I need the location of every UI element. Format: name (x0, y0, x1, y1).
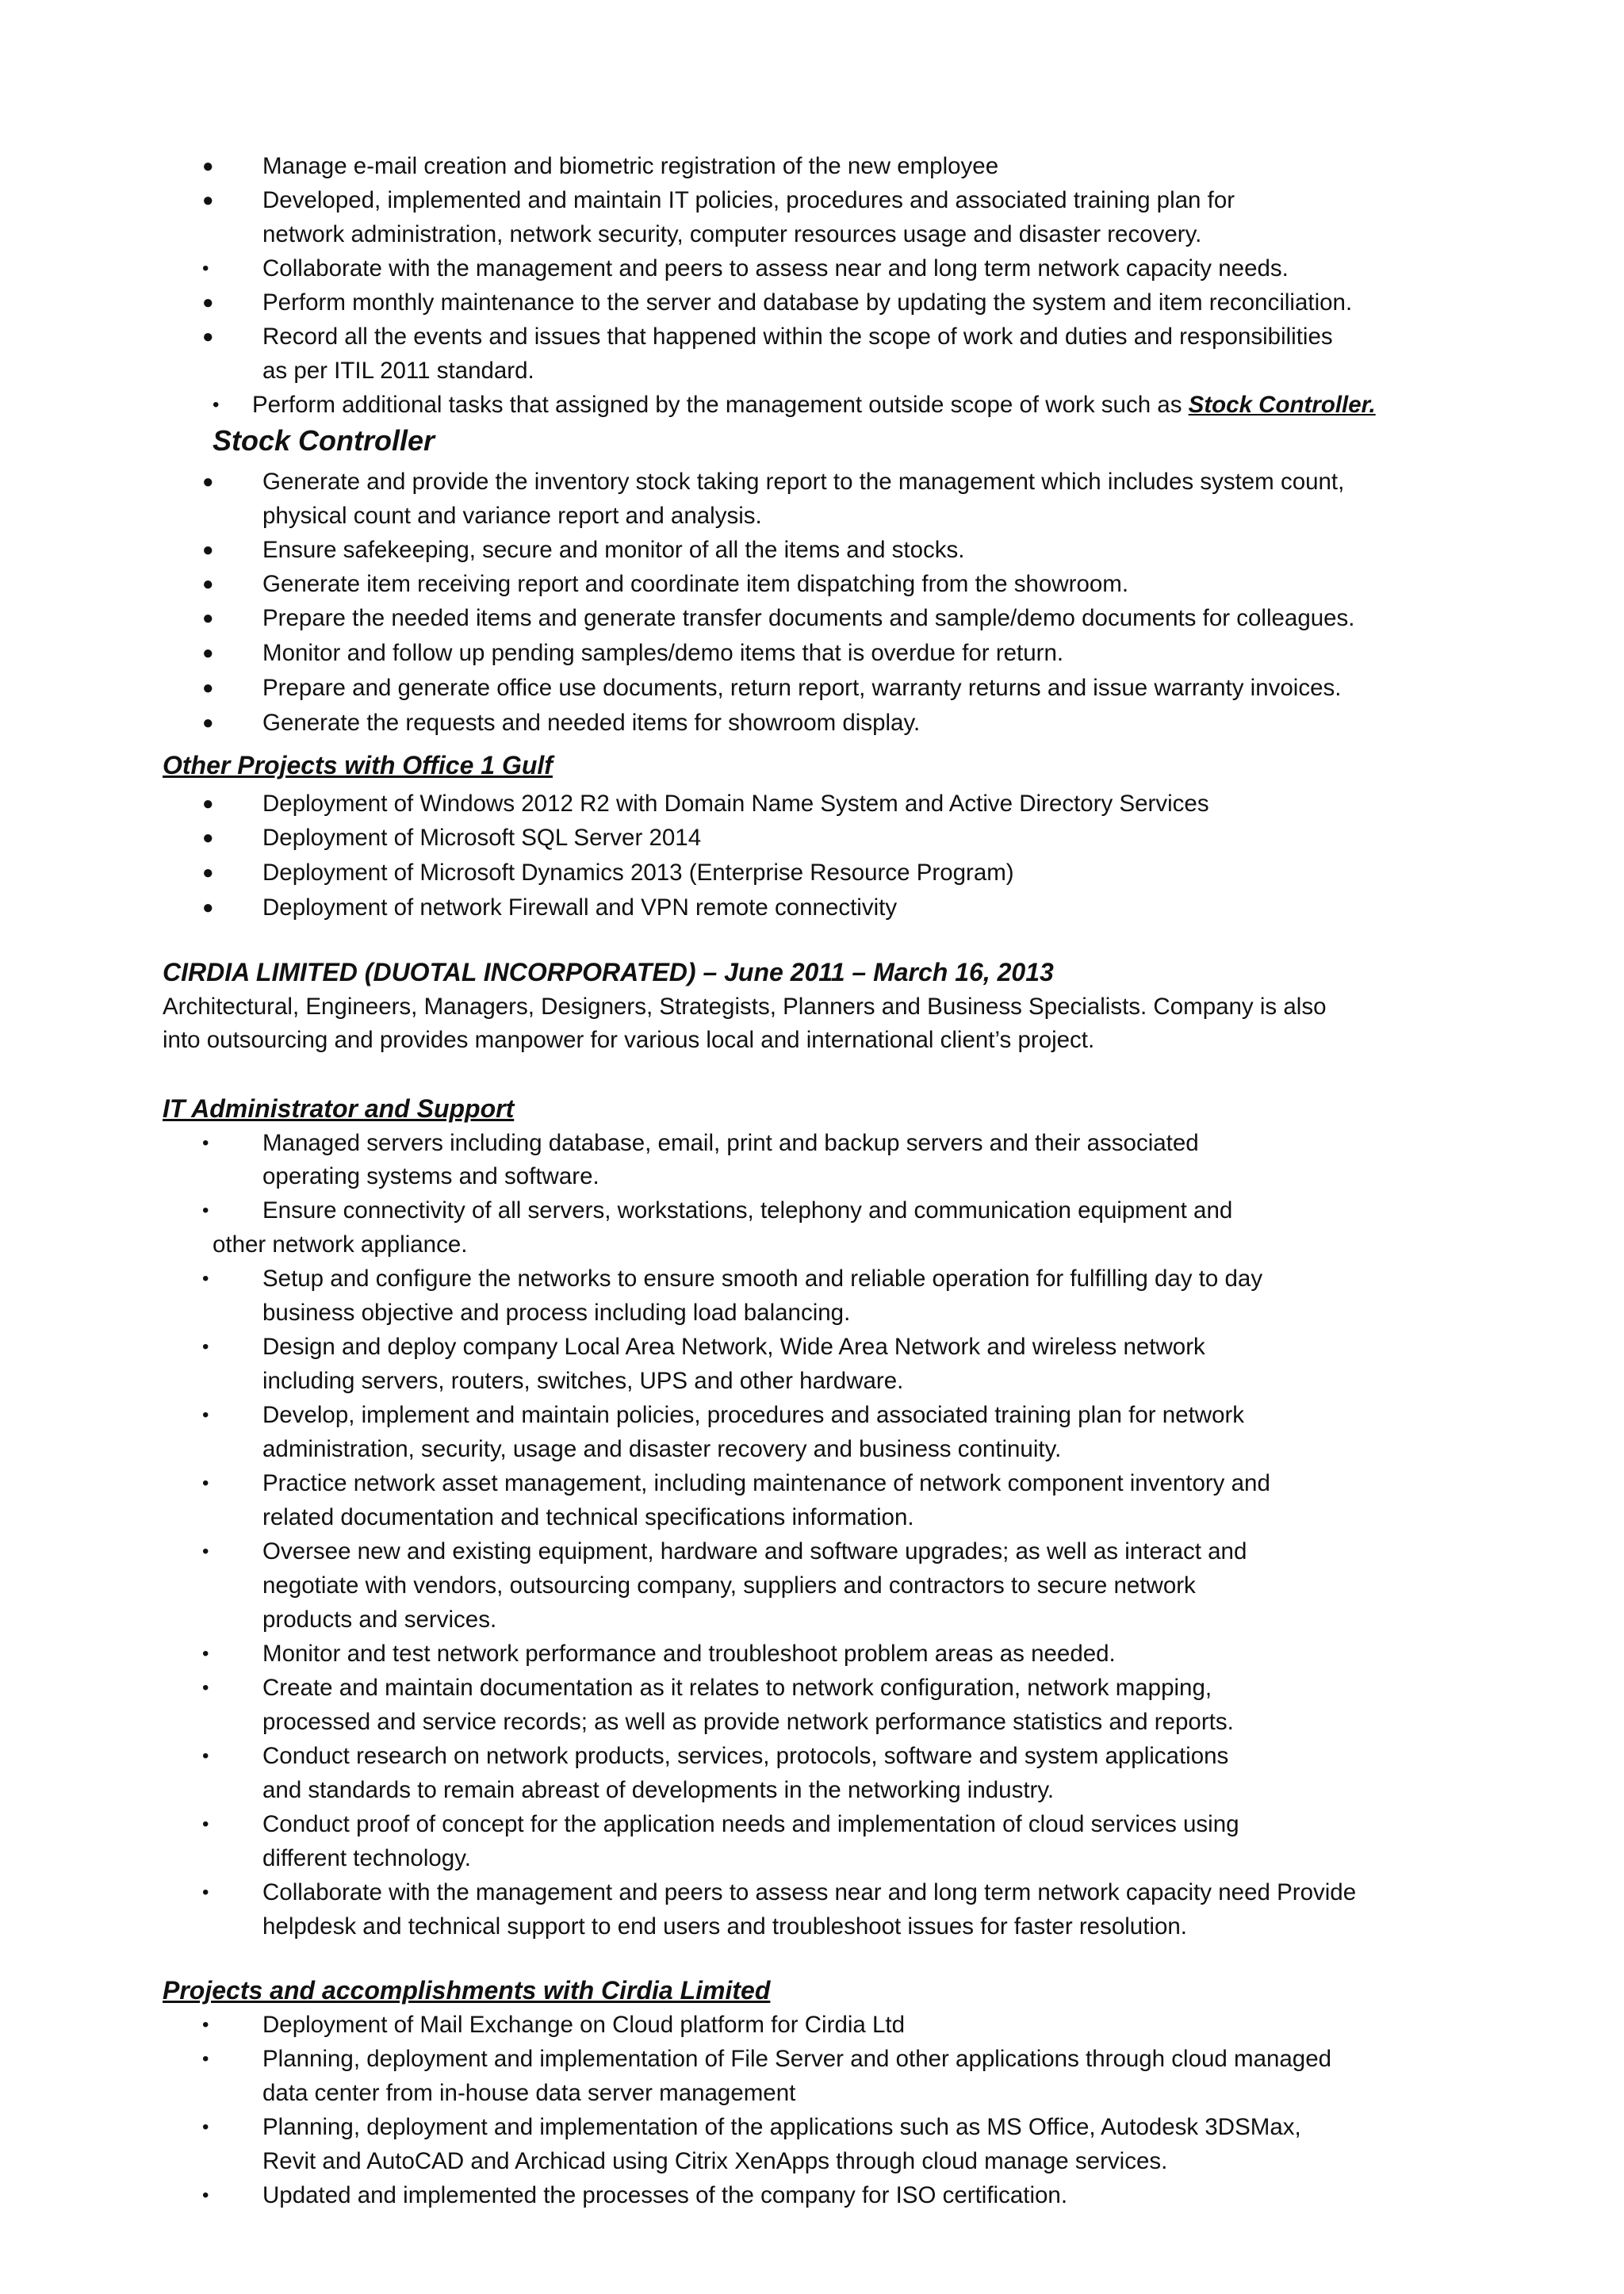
bullet: • (202, 1132, 209, 1154)
list-item-continuation: and standards to remain abreast of developments in the networking industry. (262, 1777, 1055, 1803)
bullet: ● (202, 326, 214, 347)
section-heading-stock-controller: Stock Controller (213, 424, 435, 457)
bullet: ● (202, 155, 214, 177)
list-item: • Develop, implement and maintain policies, procedures and associated training plan for network (202, 1399, 1531, 1432)
list-item: • Ensure connectivity of all servers, workstations, telephony and communication equipment and (202, 1194, 1531, 1227)
list-item: • Design and deploy company Local Area Network, Wide Area Network and wireless network (202, 1331, 1531, 1364)
bullet: ● (202, 471, 214, 492)
bullet: • (202, 2048, 209, 2070)
bullet: • (213, 394, 220, 416)
list-item: ● Generate the requests and needed items for showroom display. (202, 707, 1531, 740)
list-item: ● Generate item receiving report and coordinate item dispatching from the showroom. (202, 568, 1531, 601)
list-item: • Managed servers including database, email, print and backup servers and their associated (202, 1127, 1531, 1160)
bullet: ● (202, 292, 214, 313)
list-item-continuation: related documentation and technical specifications information. (262, 1504, 914, 1530)
bullet: • (202, 1541, 209, 1562)
list-item: • Practice network asset management, including maintenance of network component inventory and (202, 1467, 1531, 1500)
bullet: • (202, 1200, 209, 1221)
bullet: • (202, 2185, 209, 2206)
list-item: • Deployment of Mail Exchange on Cloud platform for Cirdia Ltd (202, 2009, 1531, 2042)
list-item: ● Perform monthly maintenance to the server and database by updating the system and item reconciliation. (202, 286, 1531, 320)
list-item: • Setup and configure the networks to ensure smooth and reliable operation for fulfilling day to day (202, 1262, 1531, 1296)
section-heading-other-projects: Other Projects with Office 1 Gulf (163, 751, 553, 779)
list-item-continuation: network administration, network security, computer resources usage and disaster recovery. (262, 221, 1202, 247)
bullet: ● (202, 642, 214, 664)
bullet: ● (202, 793, 214, 814)
bullet: ● (202, 827, 214, 848)
list-item: • Oversee new and existing equipment, hardware and software upgrades; as well as interact and (202, 1535, 1531, 1568)
list-item-continuation: products and services. (262, 1607, 497, 1633)
list-item-continuation: data center from in-house data server management (262, 2080, 796, 2106)
list-item-continuation: other network appliance. (213, 1231, 468, 1258)
bullet: • (202, 1473, 209, 1494)
list-item-continuation: helpdesk and technical support to end users and troubleshoot issues for faster resolution. (262, 1913, 1187, 1940)
bullet: ● (202, 862, 214, 883)
bullet: • (202, 1404, 209, 1426)
bullet: • (202, 2014, 209, 2035)
list-item: ● Generate and provide the inventory stock taking report to the management which includes system count, (202, 465, 1531, 499)
list-item-continuation: including servers, routers, switches, UPS and other hardware. (262, 1368, 904, 1394)
bullet: • (202, 258, 209, 279)
list-item-continuation: operating systems and software. (262, 1163, 599, 1189)
company-heading: CIRDIA LIMITED (DUOTAL INCORPORATED) – June 2011 – March 16, 2013 (163, 958, 1054, 986)
list-item: ● Prepare and generate office use documents, return report, warranty returns and issue warranty invoices. (202, 672, 1531, 705)
bullet: ● (202, 712, 214, 733)
list-item-continuation: as per ITIL 2011 standard. (262, 358, 534, 384)
list-item-continuation: Revit and AutoCAD and Archicad using Citrix XenApps through cloud manage services. (262, 2148, 1168, 2174)
list-item-continuation: business objective and process including load balancing. (262, 1300, 851, 1326)
list-item: ● Monitor and follow up pending samples/demo items that is overdue for return. (202, 637, 1531, 670)
bullet: • (202, 1268, 209, 1289)
list-item: ● Deployment of Windows 2012 R2 with Domain Name System and Active Directory Services (202, 787, 1531, 821)
list-item: ● Deployment of Microsoft SQL Server 2014 (202, 821, 1531, 855)
list-item-continuation: physical count and variance report and analysis. (262, 503, 762, 529)
section-heading-it-admin: IT Administrator and Support (163, 1094, 515, 1123)
section-heading-projects: Projects and accomplishments with Cirdia Limited (163, 1976, 771, 2005)
bullet: • (202, 1813, 209, 1835)
list-item: • Collaborate with the management and peers to assess near and long term network capacity need Provide (202, 1876, 1531, 1909)
list-item: • Planning, deployment and implementation of the applications such as MS Office, Autodesk 3DSMax, (202, 2111, 1531, 2144)
list-item: • Conduct proof of concept for the application needs and implementation of cloud services using (202, 1808, 1531, 1841)
company-description-line: Architectural, Engineers, Managers, Designers, Strategists, Planners and Business Specialists. Company is also (163, 994, 1327, 1020)
list-item: ● Deployment of Microsoft Dynamics 2013 (Enterprise Resource Program) (202, 856, 1531, 890)
bullet: ● (202, 897, 214, 918)
bullet: ● (202, 573, 214, 595)
list-item: ● Manage e-mail creation and biometric registration of the new employee (202, 150, 1531, 183)
list-item: • Perform additional tasks that assigned by the management outside scope of work such as Stock Controller. (213, 389, 1521, 422)
list-item: ● Deployment of network Firewall and VPN remote connectivity (202, 891, 1531, 925)
bullet: • (202, 2116, 209, 2138)
list-item: • Create and maintain documentation as it relates to network configuration, network mapping, (202, 1672, 1531, 1705)
list-item-continuation: negotiate with vendors, outsourcing company, suppliers and contractors to secure network (262, 1572, 1196, 1599)
list-item: • Planning, deployment and implementation of File Server and other applications through cloud managed (202, 2043, 1531, 2076)
stock-controller-link[interactable]: Stock Controller. (1188, 392, 1376, 418)
list-item: ● Developed, implemented and maintain IT policies, procedures and associated training plan for (202, 184, 1531, 217)
bullet: • (202, 1882, 209, 1903)
bullet: ● (202, 677, 214, 699)
list-item: • Monitor and test network performance and troubleshoot problem areas as needed. (202, 1637, 1531, 1671)
company-description-line: into outsourcing and provides manpower for various local and international client’s project. (163, 1027, 1095, 1053)
list-item-continuation: different technology. (262, 1845, 471, 1871)
bullet: • (202, 1643, 209, 1664)
bullet: • (202, 1677, 209, 1698)
bullet: • (202, 1336, 209, 1358)
bullet: ● (202, 190, 214, 211)
list-item: ● Record all the events and issues that happened within the scope of work and duties and responsibilities (202, 320, 1531, 354)
bullet: • (202, 1745, 209, 1767)
list-item: ● Prepare the needed items and generate transfer documents and sample/demo documents for colleagues. (202, 602, 1531, 635)
list-item: ● Ensure safekeeping, secure and monitor of all the items and stocks. (202, 534, 1531, 567)
bullet: ● (202, 539, 214, 561)
list-item: • Collaborate with the management and peers to assess near and long term network capacity needs. (202, 252, 1531, 285)
list-item-continuation: administration, security, usage and disaster recovery and business continuity. (262, 1436, 1062, 1462)
list-item-continuation: processed and service records; as well as provide network performance statistics and reports. (262, 1709, 1234, 1735)
bullet: ● (202, 607, 214, 629)
list-item: • Conduct research on network products, services, protocols, software and system applications (202, 1740, 1531, 1773)
list-item: • Updated and implemented the processes of the company for ISO certification. (202, 2179, 1531, 2212)
